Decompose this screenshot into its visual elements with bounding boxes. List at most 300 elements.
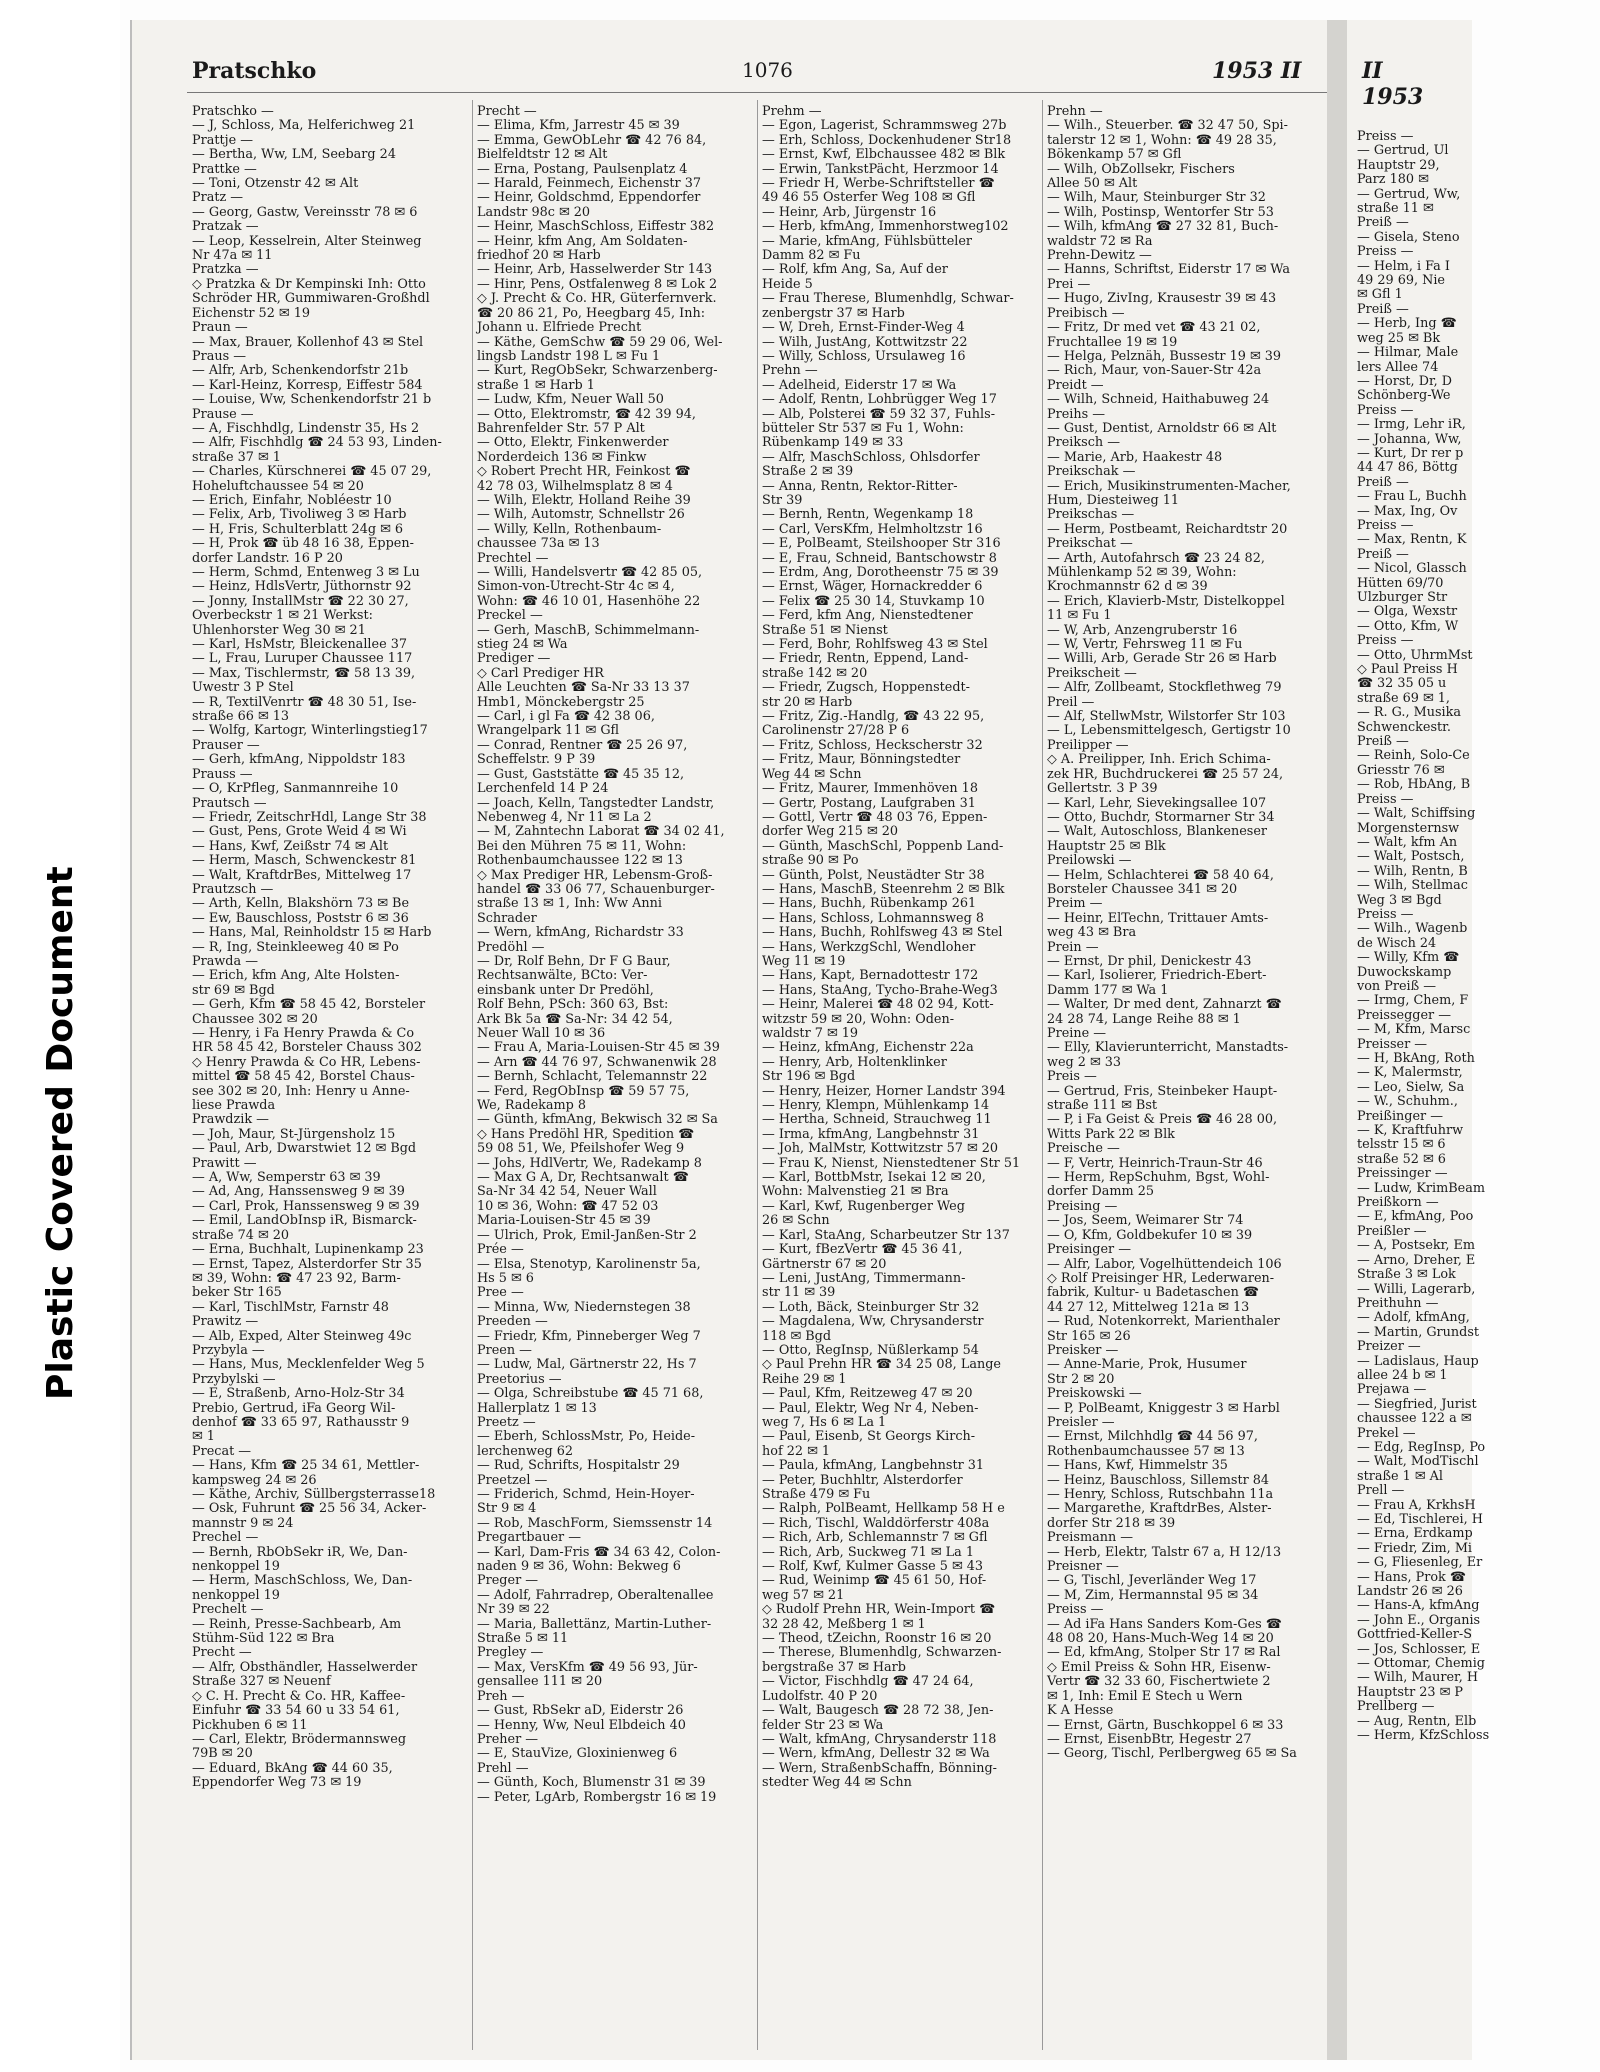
directory-entry: — Paul, Arb, Dwarstwiet 12 ✉ Bgd bbox=[192, 1141, 417, 1157]
directory-entry: Preisler — bbox=[1047, 1414, 1115, 1430]
directory-entry: — Max G A, Dr, Rechtsanwalt ☎ bbox=[477, 1170, 689, 1186]
directory-entry: — Henry, Heizer, Horner Landstr 394 bbox=[762, 1083, 1006, 1099]
directory-entry: — Rich, Arb, Schlemannstr 7 ✉ Gfl bbox=[762, 1530, 988, 1546]
directory-entry: ◇ J. Precht & Co. HR, Güterfernverk. bbox=[477, 291, 717, 307]
header-far-right: II 1953 bbox=[1362, 58, 1424, 110]
directory-entry: — Olga, Wexstr bbox=[1357, 604, 1458, 620]
directory-entry: lerchenweg 62 bbox=[477, 1443, 574, 1459]
directory-entry: Alle Leuchten ☎ Sa-Nr 33 13 37 bbox=[477, 680, 690, 696]
directory-entry: ☎ 32 35 05 u bbox=[1357, 676, 1447, 692]
directory-entry: Rolf Behn, PSch: 360 63, Bst: bbox=[477, 997, 669, 1013]
directory-entry: — Wilh, Schneid, Haithabuweg 24 bbox=[1047, 392, 1270, 408]
directory-entry: — Erdm, Ang, Dorotheenstr 75 ✉ 39 bbox=[762, 565, 999, 580]
directory-entry: hof 22 ✉ 1 bbox=[762, 1443, 831, 1459]
directory-entry: Preilowski — bbox=[1047, 853, 1132, 869]
directory-entry: — Fritz, Schloss, Heckscherstr 32 bbox=[762, 737, 983, 753]
directory-entry: — Wern, kfmAng, Dellestr 32 ✉ Wa bbox=[762, 1746, 990, 1762]
directory-entry: — Erna, Postang, Paulsenplatz 4 bbox=[477, 161, 688, 177]
directory-entry: Mühlenkamp 52 ✉ 39, Wohn: bbox=[1047, 565, 1237, 580]
directory-entry: Preiss — bbox=[1357, 633, 1414, 649]
directory-entry: — K, Kraftfuhrw bbox=[1357, 1123, 1464, 1139]
directory-entry: — Max, VersKfm ☎ 49 56 93, Jür- bbox=[477, 1659, 698, 1675]
directory-entry: Straße 5 ✉ 11 bbox=[477, 1631, 569, 1647]
directory-entry: str 20 ✉ Harb bbox=[762, 694, 853, 710]
directory-entry: Preetz — bbox=[477, 1414, 536, 1430]
directory-entry: — Felix, Arb, Tivoliweg 3 ✉ Harb bbox=[192, 507, 407, 523]
directory-entry: nenkoppel 19 bbox=[192, 1587, 280, 1603]
directory-entry: 32 28 42, Meßberg 1 ✉ 1 bbox=[762, 1616, 926, 1632]
directory-entry: — Johanna, Ww, bbox=[1357, 431, 1462, 447]
directory-entry: — Wilh, Rentn, B bbox=[1357, 863, 1468, 879]
page-gutter bbox=[1327, 20, 1347, 2060]
directory-entry: Preiss — bbox=[1357, 129, 1414, 144]
directory-entry: — Arth, Autofahrsch ☎ 23 24 82, bbox=[1047, 550, 1265, 566]
directory-entry: — Ernst, Wäger, Hornackredder 6 bbox=[762, 579, 983, 595]
directory-entry: — Johs, HdlVertr, We, Radekamp 8 bbox=[477, 1155, 702, 1171]
directory-entry: — Herm, Postbeamt, Reichardtstr 20 bbox=[1047, 521, 1288, 537]
directory-entry: Hauptstr 25 ✉ Blk bbox=[1047, 838, 1166, 854]
directory-entry: stedter Weg 44 ✉ Schn bbox=[762, 1775, 912, 1791]
directory-entry: — Wilh, Elektr, Holland Reihe 39 bbox=[477, 492, 691, 508]
directory-column-2 bbox=[477, 105, 727, 1805]
directory-entry: — Wern, StraßenbSchaffn, Bönning- bbox=[762, 1760, 997, 1776]
directory-entry: Landstr 26 ✉ 26 bbox=[1357, 1584, 1463, 1600]
directory-entry: — Fritz, Zig.-Handlg, ☎ 43 22 95, bbox=[762, 709, 985, 725]
directory-entry: 49 29 69, Nie bbox=[1357, 273, 1445, 289]
directory-entry: Rechtsanwälte, BCto: Ver- bbox=[477, 968, 648, 984]
directory-entry: — Hans, Mal, Reinholdstr 15 ✉ Harb bbox=[192, 925, 432, 941]
directory-entry: — Erich, kfm Ang, Alte Holsten- bbox=[192, 968, 400, 984]
directory-entry: — Paul, Eisenb, St Georgs Kirch- bbox=[762, 1429, 976, 1445]
directory-entry: — Wilh., Steuerber. ☎ 32 47 50, Spi- bbox=[1047, 118, 1288, 134]
directory-entry: — Wern, kfmAng, Richardstr 33 bbox=[477, 925, 684, 941]
directory-entry: ◇ C. H. Precht & Co. HR, Kaffee- bbox=[192, 1688, 406, 1704]
directory-entry: — Anne-Marie, Prok, Husumer bbox=[1047, 1357, 1247, 1373]
directory-entry: 26 ✉ Schn bbox=[762, 1213, 830, 1229]
directory-entry: straße 66 ✉ 13 bbox=[192, 709, 290, 725]
directory-entry: — Herm, RepSchuhm, Bgst, Wohl- bbox=[1047, 1170, 1270, 1186]
directory-entry: — Eduard, BkAng ☎ 44 60 35, bbox=[192, 1760, 393, 1776]
directory-entry: Preidt — bbox=[1047, 377, 1104, 393]
directory-entry: Prehn-Dewitz — bbox=[1047, 248, 1152, 264]
directory-entry: — Fritz, Dr med vet ☎ 43 21 02, bbox=[1047, 320, 1261, 336]
directory-entry: — Frau K, Nienst, Nienstedtener Str 51 bbox=[762, 1155, 1021, 1171]
directory-entry: — Wilh, Automstr, Schnellstr 26 bbox=[477, 507, 685, 523]
directory-entry: — Karl, BottbMstr, Isekai 12 ✉ 20, bbox=[762, 1170, 986, 1186]
directory-entry: Preiss — bbox=[1357, 517, 1414, 533]
directory-entry: — Willi, Handelsvertr ☎ 42 85 05, bbox=[477, 565, 703, 580]
directory-entry: bergstraße 37 ✉ Harb bbox=[762, 1659, 906, 1675]
directory-entry: — Joh, Maur, St-Jürgensholz 15 bbox=[192, 1126, 396, 1142]
directory-entry: Pregley — bbox=[477, 1645, 544, 1661]
directory-entry: Str 2 ✉ 20 bbox=[1047, 1371, 1115, 1387]
directory-entry: ◇ Max Prediger HR, Lebensm-Groß- bbox=[477, 867, 713, 883]
directory-entry: — Georg, Gastw, Vereinsstr 78 ✉ 6 bbox=[192, 204, 418, 220]
directory-entry: Pree — bbox=[477, 1285, 524, 1301]
directory-entry: 49 46 55 Osterfer Weg 108 ✉ Gfl bbox=[762, 190, 976, 206]
directory-entry: — Marie, Arb, Haakestr 48 bbox=[1047, 449, 1223, 465]
directory-entry: Weg 44 ✉ Schn bbox=[762, 766, 862, 782]
directory-entry: — Gust, RbSekr aD, Eiderstr 26 bbox=[477, 1703, 684, 1719]
directory-entry: — A, Ww, Semperstr 63 ✉ 39 bbox=[192, 1170, 381, 1186]
directory-entry: — Max, Tischlermstr, ☎ 58 13 39, bbox=[192, 665, 416, 681]
directory-entry: — Heinz, HdlsVertr, Jüthornstr 92 bbox=[192, 579, 412, 595]
directory-entry: — Herb, Ing ☎ bbox=[1357, 316, 1457, 332]
directory-entry: — Walter, Dr med dent, Zahnarzt ☎ bbox=[1047, 997, 1282, 1013]
directory-entry: Predöhl — bbox=[477, 939, 545, 955]
directory-entry: Lerchenfeld 14 P 24 bbox=[477, 781, 609, 797]
directory-entry: — Alb, Exped, Alter Steinweg 49c bbox=[192, 1328, 412, 1344]
directory-entry: — Gottl, Vertr ☎ 48 03 76, Eppen- bbox=[762, 809, 988, 825]
directory-entry: — Bernh, Rentn, Wegenkamp 18 bbox=[762, 507, 974, 523]
directory-entry: — Gust, Gaststätte ☎ 45 35 12, bbox=[477, 766, 685, 782]
directory-entry: — Walt, Schiffsing bbox=[1357, 806, 1476, 822]
directory-entry: straße 11 ✉ bbox=[1357, 201, 1434, 217]
directory-entry: — Irmg, Chem, F bbox=[1357, 993, 1469, 1009]
directory-entry: Prattje — bbox=[192, 132, 254, 148]
directory-entry: Parz 180 ✉ bbox=[1357, 172, 1429, 188]
directory-entry: — Herm, MaschSchloss, We, Dan- bbox=[192, 1573, 413, 1589]
directory-entry: — Heinr, Arb, Hasselwerder Str 143 bbox=[477, 262, 713, 278]
directory-entry: Nebenweg 4, Nr 11 ✉ La 2 bbox=[477, 809, 652, 825]
directory-entry: Prechel — bbox=[192, 1530, 259, 1546]
directory-entry: 44 47 86, Böttg bbox=[1357, 460, 1458, 476]
directory-entry: — Alfr, Obsthändler, Hasselwerder bbox=[192, 1659, 418, 1675]
directory-entry: — Günth, Koch, Blumenstr 31 ✉ 39 bbox=[477, 1775, 706, 1791]
directory-entry: — Hans, Mus, Mecklenfelder Weg 5 bbox=[192, 1357, 425, 1373]
directory-entry: Preising — bbox=[1047, 1198, 1118, 1214]
directory-entry: — Louise, Ww, Schenkendorfstr 21 b bbox=[192, 392, 432, 408]
directory-entry: Ulzburger Str bbox=[1357, 590, 1448, 605]
directory-entry: Gottfried-Keller-S bbox=[1357, 1627, 1473, 1643]
directory-entry: — Adelheid, Eiderstr 17 ✉ Wa bbox=[762, 377, 957, 393]
directory-entry: — Herb, kfmAng, Immenhorstweg102 bbox=[762, 219, 1009, 235]
directory-entry: de Wisch 24 bbox=[1357, 935, 1437, 951]
directory-entry: Prei — bbox=[1047, 276, 1091, 292]
directory-entry: — Karl, Lehr, Sievekingsallee 107 bbox=[1047, 795, 1267, 811]
directory-entry: Krochmannstr 62 d ✉ 39 bbox=[1047, 579, 1208, 595]
directory-entry: — Karl, Kwf, Rugenberger Weg bbox=[762, 1198, 965, 1214]
directory-entry: straße 37 ✉ 1 bbox=[192, 449, 281, 465]
directory-entry: straße 52 ✉ 6 bbox=[1357, 1151, 1446, 1167]
directory-entry: ◇ A. Preilipper, Inh. Erich Schima- bbox=[1047, 752, 1271, 768]
directory-entry: — Hans, Buchh, Rohlfsweg 43 ✉ Stel bbox=[762, 925, 1003, 941]
directory-entry: — Wilh., Wagenb bbox=[1357, 921, 1468, 937]
directory-entry: Duwockskamp bbox=[1357, 964, 1452, 980]
directory-entry: Wohn: ☎ 46 10 01, Hasenhöhe 22 bbox=[477, 593, 701, 609]
directory-entry: — Adolf, Rentn, Lohbrügger Weg 17 bbox=[762, 392, 997, 408]
directory-entry: — W., Schuhm., bbox=[1357, 1094, 1458, 1110]
directory-entry: 59 08 51, We, Pfeilshofer Weg 9 bbox=[477, 1141, 685, 1157]
directory-entry: — Gerh, MaschB, Schimmelmann- bbox=[477, 622, 700, 638]
directory-entry: Pickhuben 6 ✉ 11 bbox=[192, 1717, 308, 1733]
directory-entry: Przybyla — bbox=[192, 1342, 265, 1358]
directory-entry: — Friedr H, Werbe-Schriftsteller ☎ bbox=[762, 176, 995, 192]
directory-entry: — Hilmar, Male bbox=[1357, 345, 1459, 361]
directory-entry: — Wilh, Postinsp, Wentorfer Str 53 bbox=[1047, 204, 1274, 220]
directory-entry: — E, StauVize, Gloxinienweg 6 bbox=[477, 1746, 678, 1762]
directory-entry: Preilipper — bbox=[1047, 737, 1129, 753]
directory-entry: straße 1 ✉ Al bbox=[1357, 1468, 1443, 1484]
directory-entry: — Olga, Schreibstube ☎ 45 71 68, bbox=[477, 1386, 704, 1402]
directory-entry: — Karl, Dam-Fris ☎ 34 63 42, Colon- bbox=[477, 1544, 721, 1560]
directory-entry: telsstr 15 ✉ 6 bbox=[1357, 1137, 1446, 1153]
directory-entry: — Willi, Lagerarb, bbox=[1357, 1281, 1476, 1297]
directory-entry: naden 9 ✉ 36, Wohn: Bekweg 6 bbox=[477, 1559, 681, 1575]
adjacent-page-column bbox=[1357, 129, 1490, 1744]
directory-entry: — Heinr, ElTechn, Trittauer Amts- bbox=[1047, 910, 1269, 926]
directory-entry: Preikschak — bbox=[1047, 464, 1136, 480]
directory-entry: Hmb1, Mönckebergstr 25 bbox=[477, 694, 645, 710]
directory-entry: allee 24 b ✉ 1 bbox=[1357, 1367, 1448, 1383]
directory-entry: ◇ Paul Prehn HR ☎ 34 25 08, Lange bbox=[762, 1357, 1001, 1373]
directory-entry: — Kurt, Dr rer p bbox=[1357, 445, 1464, 461]
directory-entry: Praun — bbox=[192, 320, 248, 336]
directory-entry: Prauss — bbox=[192, 766, 253, 782]
directory-entry: — Friderich, Schmd, Hein-Hoyer- bbox=[477, 1487, 695, 1502]
directory-entry: — Bernh, RbObSekr iR, We, Dan- bbox=[192, 1544, 408, 1560]
directory-entry: — Elima, Kfm, Jarrestr 45 ✉ 39 bbox=[477, 118, 680, 134]
directory-entry: — Maria, Ballettänz, Martin-Luther- bbox=[477, 1616, 712, 1632]
directory-entry: — Friedr, ZeitschrHdl, Lange Str 38 bbox=[192, 809, 427, 825]
directory-entry: waldstr 7 ✉ 19 bbox=[762, 1026, 859, 1041]
directory-column-1 bbox=[192, 105, 442, 1791]
directory-entry: Damm 177 ✉ Wa 1 bbox=[1047, 982, 1169, 998]
directory-entry: von Preiß — bbox=[1357, 978, 1437, 994]
directory-entry: — Emil, LandObInsp iR, Bismarck- bbox=[192, 1213, 417, 1229]
directory-entry: lingsb Landstr 198 L ✉ Fu 1 bbox=[477, 348, 661, 364]
directory-entry: — Irmg, Lehr iR, bbox=[1357, 417, 1466, 433]
directory-entry: — Herb, Elektr, Talstr 67 a, H 12/13 bbox=[1047, 1544, 1282, 1560]
directory-entry: Praus — bbox=[192, 348, 247, 364]
directory-entry: Prautsch — bbox=[192, 795, 267, 811]
directory-entry: — Erwin, TankstPächt, Herzmoor 14 bbox=[762, 161, 999, 177]
directory-entry: — Friedr, Kfm, Pinneberger Weg 7 bbox=[477, 1328, 701, 1344]
directory-entry: — Hinr, Pens, Ostfalenweg 8 ✉ Lok 2 bbox=[477, 276, 718, 292]
directory-entry: Preiß — bbox=[1357, 734, 1409, 750]
directory-entry: — Rich, Arb, Suckweg 71 ✉ La 1 bbox=[762, 1544, 975, 1560]
directory-entry: — Harald, Feinmech, Eichenstr 37 bbox=[477, 176, 701, 192]
directory-entry: Prawda — bbox=[192, 953, 258, 969]
directory-entry: — Alfr, Fischhdlg ☎ 24 53 93, Linden- bbox=[192, 435, 442, 451]
directory-entry: Heide 5 bbox=[762, 276, 813, 292]
directory-entry: — E, PolBeamt, Steilshooper Str 316 bbox=[762, 536, 1001, 552]
directory-entry: — Hertha, Schneid, Strauchweg 11 bbox=[762, 1112, 992, 1128]
directory-entry: stieg 24 ✉ Wa bbox=[477, 637, 568, 653]
directory-entry: Chaussee 302 ✉ 20 bbox=[192, 1011, 318, 1027]
directory-entry: Preißinger — bbox=[1357, 1108, 1444, 1124]
directory-entry: — Rud, Notenkorrekt, Marienthaler bbox=[1047, 1314, 1280, 1330]
directory-entry: — Henry, i Fa Henry Prawda & Co bbox=[192, 1026, 415, 1041]
directory-entry: — Käthe, GemSchw ☎ 59 29 06, Wel- bbox=[477, 334, 723, 350]
directory-entry: einsbank unter Dr Predöhl, bbox=[477, 982, 654, 998]
directory-entry: ◇ Robert Precht HR, Feinkost ☎ bbox=[477, 464, 691, 480]
directory-entry: — Aug, Rentn, Elb bbox=[1357, 1713, 1477, 1729]
directory-entry: — R, TextilVenrtr ☎ 48 30 51, Ise- bbox=[192, 694, 417, 710]
directory-entry: — Heinr, MaschSchloss, Eiffestr 382 bbox=[477, 219, 715, 235]
directory-entry: Precat — bbox=[192, 1443, 252, 1459]
directory-entry: — Gerh, kfmAng, Nippoldstr 183 bbox=[192, 752, 406, 768]
directory-column-4 bbox=[1047, 105, 1297, 1762]
directory-entry: gensallee 111 ✉ 20 bbox=[477, 1674, 603, 1690]
directory-entry: — Otto, RegInsp, Nüßlerkamp 54 bbox=[762, 1342, 979, 1358]
directory-entry: — Conrad, Rentner ☎ 25 26 97, bbox=[477, 737, 688, 753]
directory-entry: — Karl, HsMstr, Bleickenallee 37 bbox=[192, 637, 407, 653]
directory-entry: — Georg, Tischl, Perlbergweg 65 ✉ Sa bbox=[1047, 1746, 1297, 1762]
directory-entry: Griesstr 76 ✉ bbox=[1357, 762, 1445, 778]
directory-entry: — Henry, Klempn, Mühlenkamp 14 bbox=[762, 1098, 990, 1114]
directory-entry: — Hans, Prok ☎ bbox=[1357, 1569, 1466, 1585]
directory-entry: — Marie, kfmAng, Fühlsbütteler bbox=[762, 233, 973, 249]
directory-entry: straße 111 ✉ Bst bbox=[1047, 1098, 1158, 1114]
directory-entry: — Wilh, Maurer, H bbox=[1357, 1670, 1479, 1686]
directory-entry: Einfuhr ☎ 33 54 60 u 33 54 61, bbox=[192, 1703, 400, 1719]
directory-entry: Prée — bbox=[477, 1242, 524, 1258]
directory-entry: We, Radekamp 8 bbox=[477, 1098, 587, 1114]
directory-entry: Schönberg-We bbox=[1357, 388, 1451, 404]
directory-entry: — Martin, Grundst bbox=[1357, 1324, 1480, 1340]
directory-entry: — Ad, Ang, Hanssensweg 9 ✉ 39 bbox=[192, 1184, 405, 1200]
directory-entry: Prebio, Gertrud, iFa Georg Wil- bbox=[192, 1400, 396, 1416]
directory-entry: — Heinz, Bauschloss, Sillemstr 84 bbox=[1047, 1472, 1270, 1488]
directory-entry: see 302 ✉ 20, Inh: Henry u Anne- bbox=[192, 1083, 410, 1099]
directory-entry: — A, Postsekr, Em bbox=[1357, 1238, 1475, 1254]
directory-entry: — Hans, Schloss, Lohmannsweg 8 bbox=[762, 910, 985, 926]
directory-entry: — Hans, Kwf, Himmelstr 35 bbox=[1047, 1458, 1228, 1474]
directory-entry: Preetorius — bbox=[477, 1371, 562, 1387]
directory-entry: — Carl, Prok, Hanssensweg 9 ✉ 39 bbox=[192, 1198, 420, 1214]
directory-entry: Preisner — bbox=[1047, 1559, 1119, 1575]
directory-entry: dorfer Str 218 ✉ 39 bbox=[1047, 1515, 1176, 1531]
directory-entry: — Alfr, Arb, Schenkendorfstr 21b bbox=[192, 363, 409, 379]
directory-entry: — Horst, Dr, D bbox=[1357, 373, 1453, 389]
directory-entry: — Leni, JustAng, Timmermann- bbox=[762, 1270, 966, 1286]
directory-entry: Preizer — bbox=[1357, 1339, 1421, 1355]
directory-entry: — Otto, Elektr, Finkenwerder bbox=[477, 435, 669, 451]
directory-entry: Pratzak — bbox=[192, 219, 259, 235]
directory-entry: — Heinr, kfm Ang, Am Soldaten- bbox=[477, 233, 688, 249]
directory-entry: 42 78 03, Wilhelmsplatz 8 ✉ 4 bbox=[477, 478, 673, 494]
directory-entry: — L, Lebensmittelgesch, Gertigstr 10 bbox=[1047, 723, 1291, 739]
directory-entry: Prawitz — bbox=[192, 1314, 259, 1330]
directory-entry: — Willy, Schloss, Ursulaweg 16 bbox=[762, 348, 966, 364]
directory-entry: ◇ Hans Predöhl HR, Spedition ☎ bbox=[477, 1126, 695, 1142]
directory-entry: — Wilh, Stellmac bbox=[1357, 878, 1468, 894]
directory-entry: — Walt, kfmAng, Chrysanderstr 118 bbox=[762, 1731, 997, 1747]
directory-entry: — Hugo, ZivIng, Krausestr 39 ✉ 43 bbox=[1047, 291, 1277, 307]
directory-entry: Preher — bbox=[477, 1731, 539, 1747]
directory-entry: kampsweg 24 ✉ 26 bbox=[192, 1472, 317, 1488]
directory-entry: — Helga, Pelznäh, Bussestr 19 ✉ 39 bbox=[1047, 348, 1282, 364]
directory-entry: Hallerplatz 1 ✉ 13 bbox=[477, 1400, 597, 1416]
directory-entry: — Gust, Pens, Grote Weid 4 ✉ Wi bbox=[192, 824, 407, 840]
directory-entry: Prellberg — bbox=[1357, 1699, 1435, 1715]
directory-entry: — Walt, KraftdrBes, Mittelweg 17 bbox=[192, 867, 412, 883]
directory-column-3 bbox=[762, 104, 1021, 1791]
directory-entry: Hauptstr 23 ✉ P bbox=[1357, 1684, 1464, 1700]
directory-entry: mannstr 9 ✉ 24 bbox=[192, 1515, 294, 1531]
directory-entry: — Osk, Fuhrunt ☎ 25 56 34, Acker- bbox=[192, 1501, 427, 1517]
directory-entry: — Otto, UhrmMst bbox=[1357, 647, 1473, 663]
directory-entry: — Ludw, Kfm, Neuer Wall 50 bbox=[477, 392, 664, 408]
directory-page bbox=[130, 20, 1490, 2060]
directory-entry: — Max, Rentn, K bbox=[1357, 532, 1467, 548]
directory-entry: — Käthe, Archiv, Süllbergsterrasse18 bbox=[192, 1487, 436, 1502]
directory-entry: Rübenkamp 149 ✉ 33 bbox=[762, 435, 904, 451]
directory-entry: — Peter, Buchhltr, Alsterdorfer bbox=[762, 1472, 963, 1488]
directory-entry: witzstr 59 ✉ 20, Wohn: Oden- bbox=[762, 1011, 955, 1027]
directory-entry: — G, Fliesenleg, Er bbox=[1357, 1555, 1483, 1571]
directory-entry: — Arno, Dreher, E bbox=[1357, 1252, 1476, 1268]
directory-entry: — Walt, ModTischl bbox=[1357, 1454, 1479, 1470]
directory-entry: Precht — bbox=[477, 104, 537, 119]
directory-entry: — Friedr, Rentn, Eppend, Land- bbox=[762, 651, 969, 667]
directory-entry: Preiskowski — bbox=[1047, 1386, 1142, 1402]
directory-entry: Schröder HR, Gummiwaren-Großhdl bbox=[192, 291, 430, 307]
directory-entry: weg 25 ✉ Bk bbox=[1357, 330, 1441, 346]
directory-entry: Rothenbaumchaussee 57 ✉ 13 bbox=[1047, 1443, 1245, 1459]
directory-entry: HR 58 45 42, Borsteler Chauss 302 bbox=[192, 1040, 422, 1056]
directory-entry: lers Allee 74 bbox=[1357, 359, 1439, 375]
directory-entry: — Reinh, Solo-Ce bbox=[1357, 748, 1470, 764]
directory-entry: — L, Frau, Luruper Chaussee 117 bbox=[192, 651, 413, 667]
directory-entry: — Ferd, Bohr, Rohlfsweg 43 ✉ Stel bbox=[762, 637, 988, 653]
directory-entry: ◇ Henry Prawda & Co HR, Lebens- bbox=[192, 1054, 421, 1070]
directory-entry: — Hans, Kapt, Bernadottestr 172 bbox=[762, 968, 979, 984]
directory-entry: Preiß — bbox=[1357, 546, 1409, 562]
directory-entry: Preetzel — bbox=[477, 1472, 548, 1488]
directory-entry: — E, kfmAng, Poo bbox=[1357, 1209, 1474, 1225]
directory-entry: Borsteler Chaussee 341 ✉ 20 bbox=[1047, 881, 1238, 897]
directory-entry: 44 27 12, Mittelweg 121a ✉ 13 bbox=[1047, 1299, 1250, 1315]
directory-entry: Uhlenhorster Weg 30 ✉ 21 bbox=[192, 622, 366, 638]
directory-entry: ◇ Paul Preiss H bbox=[1357, 662, 1458, 678]
directory-entry: — Arth, Kelln, Blakshörn 73 ✉ Be bbox=[192, 896, 410, 912]
directory-entry: Johann u. Elfriede Precht bbox=[477, 320, 642, 336]
directory-entry: — Alb, Polsterei ☎ 59 32 37, Fuhls- bbox=[762, 406, 996, 422]
directory-entry: — Ernst, Gärtn, Buschkoppel 6 ✉ 33 bbox=[1047, 1717, 1284, 1733]
directory-entry: Preissinger — bbox=[1357, 1166, 1448, 1182]
header-right: 1953 II bbox=[1212, 58, 1302, 84]
directory-entry: — Frau A, KrkhsH bbox=[1357, 1497, 1476, 1513]
directory-entry: — K, Malermstr, bbox=[1357, 1065, 1463, 1081]
directory-entry: — Ernst, EisenbBtr, Hegestr 27 bbox=[1047, 1731, 1252, 1747]
directory-entry: — Heinr, Arb, Jürgenstr 16 bbox=[762, 204, 937, 220]
directory-entry: — Fritz, Maur, Bönningstedter bbox=[762, 752, 961, 768]
directory-entry: — Erich, Einfahr, Nobléestr 10 bbox=[192, 492, 392, 508]
directory-entry: Straße 479 ✉ Fu bbox=[762, 1487, 871, 1502]
directory-entry: — Rolf, kfm Ang, Sa, Auf der bbox=[762, 262, 948, 278]
directory-entry: waldstr 72 ✉ Ra bbox=[1047, 233, 1153, 249]
directory-entry: Preithuhn — bbox=[1357, 1295, 1439, 1311]
directory-entry: — Kurt, RegObSekr, Schwarzenberg- bbox=[477, 363, 718, 379]
directory-entry: — E, Frau, Schneid, Bantschowstr 8 bbox=[762, 550, 997, 566]
directory-entry: dorfer Damm 25 bbox=[1047, 1184, 1155, 1200]
directory-entry: Simon-von-Utrecht-Str 4c ✉ 4, bbox=[477, 579, 675, 595]
directory-entry: Prawitt — bbox=[192, 1155, 257, 1171]
directory-entry: Bei den Mühren 75 ✉ 11, Wohn: bbox=[477, 838, 687, 854]
directory-entry: Hoheluftchaussee 54 ✉ 20 bbox=[192, 478, 364, 494]
directory-entry: — Henny, Ww, Neul Elbdeich 40 bbox=[477, 1717, 686, 1733]
directory-entry: Pratschko — bbox=[192, 104, 274, 119]
directory-entry: — Kurt, fBezVertr ☎ 45 36 41, bbox=[762, 1242, 963, 1258]
directory-entry: — Hans-A, kfmAng bbox=[1357, 1598, 1480, 1614]
directory-entry: Eppendorfer Weg 73 ✉ 19 bbox=[192, 1775, 362, 1791]
directory-entry: — Wilh, kfmAng ☎ 27 32 81, Buch- bbox=[1047, 219, 1279, 235]
directory-entry: Preiß — bbox=[1357, 474, 1409, 490]
directory-entry: — Rob, HbAng, B bbox=[1357, 777, 1471, 793]
directory-entry: — Alf, StellwMstr, Wilstorfer Str 103 bbox=[1047, 709, 1286, 725]
